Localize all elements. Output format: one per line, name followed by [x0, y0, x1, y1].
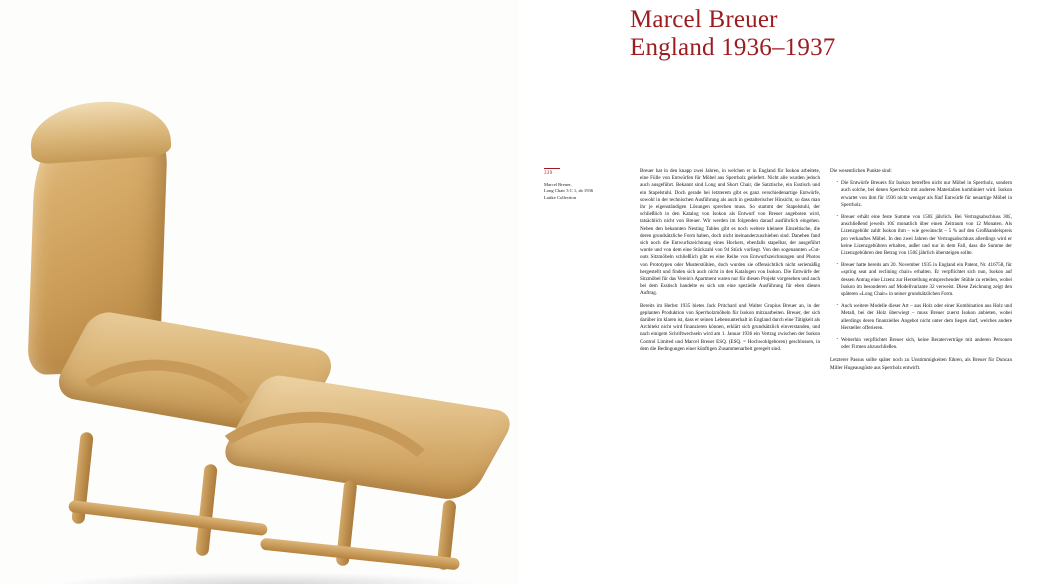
title-line-1: Marcel Breuer	[630, 6, 778, 33]
caption-number: 339	[544, 171, 553, 176]
chair-backrest-crest	[28, 97, 172, 165]
figure-caption	[544, 168, 630, 372]
page-title	[630, 6, 1020, 62]
caption-line-1: Marcel Breuer,	[544, 181, 572, 187]
caption-number-wrap	[544, 168, 630, 178]
caption-rule	[544, 168, 560, 169]
caption-line-2: Long Chair 3 C 1, ab 1936	[544, 188, 594, 194]
list-item: · Die Entwürfe Breuers für Isokon betreffen nicht nur Möbel in Sperrholz, sondern auch solche, bei denen Sperrholz mit anderen Materialien kombiniert wird. Isokon erwartet von ihm für 1936 nicht weniger als fünf Entwürfe für neuartige Möbel in Sperrholz.	[836, 180, 1012, 209]
list-item: · Auch weitere Modelle dieser Art – aus Holz oder einer Kombination aus Holz und Metall, bei der Holz überwiegt – muss Breuer zuerst Isokon anbieten, wobei allerdings deren finanzielles Angebot nicht unter dem liegen darf, welches andere Hersteller offerieren.	[836, 303, 1012, 332]
body-paragraph-1: Breuer hat in den knapp zwei Jahren, in welchen er in England für Isokon arbeitete, eine Fülle von Entwürfen für Möbel aus Sperrholz geliefert. Nicht alle wurden jedoch auch ausgeführt. Bekannt sind Long und Short Chair, die Satztische, ein Esstisch und ein Stapelstuhl. Doch gerade bei letzterem gibt es ganz verschiedenartige Entwürfe, sowohl in der technischen Ausführung als auch in gestalterischer Hinsicht, so dass man ihr je eigenständigen Lösungen sprechen muss. So stammt der Stapelstuhl, der schließlich in den Katalog von Isokon als Entwurf von Breuer angeboten wird, tatsächlich nicht von Breuer. Wir werden im folgenden darauf ausführlich eingehen. Neben den bekannten Nesting Tables gibt es noch weitere kleinere Einzeltische, die deren grundsätzliche Form haben, doch nicht ineinanderzuschieben sind. Daneben fand sich noch die Entwurfszeichnung eines Hockers, ebenfalls stapelbar, der ausgeführt wurde und von dem eine Stückzahl von 94 Stück vorliegt. Von den sogenannten »Cut-outs Sitzmöbeln schließlich gibt es eine Reihe von Entwurfszeichnungen und Photos von Prototypen oder Musterstühlen, doch wurden sie offensichtlich nicht seriemäßig hergestellt und finden sich auch nicht in den Katalogen von Isokon. Die Entwürfe der Sitzmöbel für das Verein's Apartment waren nur für diesen Projekt vorgesehen und auch bei dem Esstisch handelte es sich um eine spezielle Ausführung für eben diesen Auftrag.	[640, 168, 820, 297]
sidebar-bullet-list	[830, 180, 1012, 351]
list-item: · Weiterhin verpflichtet Breuer sich, keine Beraterverträge mit anderen Personen oder Firmen abzuschließen.	[836, 337, 1012, 351]
sidebar-column	[830, 168, 1012, 372]
text-columns	[544, 168, 1022, 372]
long-chair-illustration	[10, 60, 510, 560]
body-paragraph-2: Bereits im Herbst 1935 bietes Jack Pritchard und Walter Gropius Breuer an, in der geplanten Produktion von Sperrholzmöbeln für Isokon mitzuarbeiten. Breuer, der sich darüber im klaren ist, dass er seinen Lebensunterhalt in England durch eine Tätigkeit als Architekt nicht wird finanzieren können, erklärt sich grundsätzlich einverstanden, und nach einigem Schriftwechseln wird am 1. Januar 1936 ein Vertrag zwischen der Isokon Control Limited und Marcel Breuer ESQ. (ESQ. = Hochwohlgeboren) geschlossen, in dem die Bedingungen einer künftigen Zusammenarbeit geregelt sind.	[640, 302, 820, 352]
list-item: · Breuer hatte bereits am 20. November 1935 in England ein Patent, Nr. 416758, für »spring seat and reclining chair« erhalten. Er verpflichtet sich nun, Isokon auf dessen Antrag eine Lizenz zur Herstellung entsprechender Stühle zu erteilen, wobei Isokon im besonderen auf Modellvariante 32 verweist. Diese Zeichnung zeigt den späteren »Long Chair« in seiner grundsätzlichen Form.	[836, 262, 1012, 298]
sidebar-tail: Letzterer Passus sollte später noch zu Unstimmigkeiten führen, als Breuer für Duncan Miller Hugeausgüste aus Sperrholz entwirft.	[830, 357, 1012, 371]
list-item: · Breuer erhält eine feste Summe von 150£ jährlich. Bei Vertragsabschluss 30£, anschließend jeweils 10£ monatlich über einen Zeitraum von 12 Monaten. Als Lizenzgebühr zahlt Isokon ihm – wie gewünscht – 5 % auf den Großhandelspreis pro verkauftes Möbel. In den zwei Jahren der Vertragsabschluss allerdings wird er keine Lizenzgebühren erhalten, außer und nur in dem Fall, dass die Summe der Lizenzgebühren den Betrag von 150£ jährlich übersteigen sollte.	[836, 214, 1012, 257]
chair-floor-shadow	[50, 572, 480, 584]
sidebar-lead: Die wesentlichen Punkte sind:	[830, 168, 892, 174]
caption-line-3: Lattke Collection	[544, 194, 577, 200]
right-page	[519, 0, 1038, 584]
title-line-2: England 1936–1937	[630, 34, 836, 61]
body-column	[640, 168, 820, 372]
